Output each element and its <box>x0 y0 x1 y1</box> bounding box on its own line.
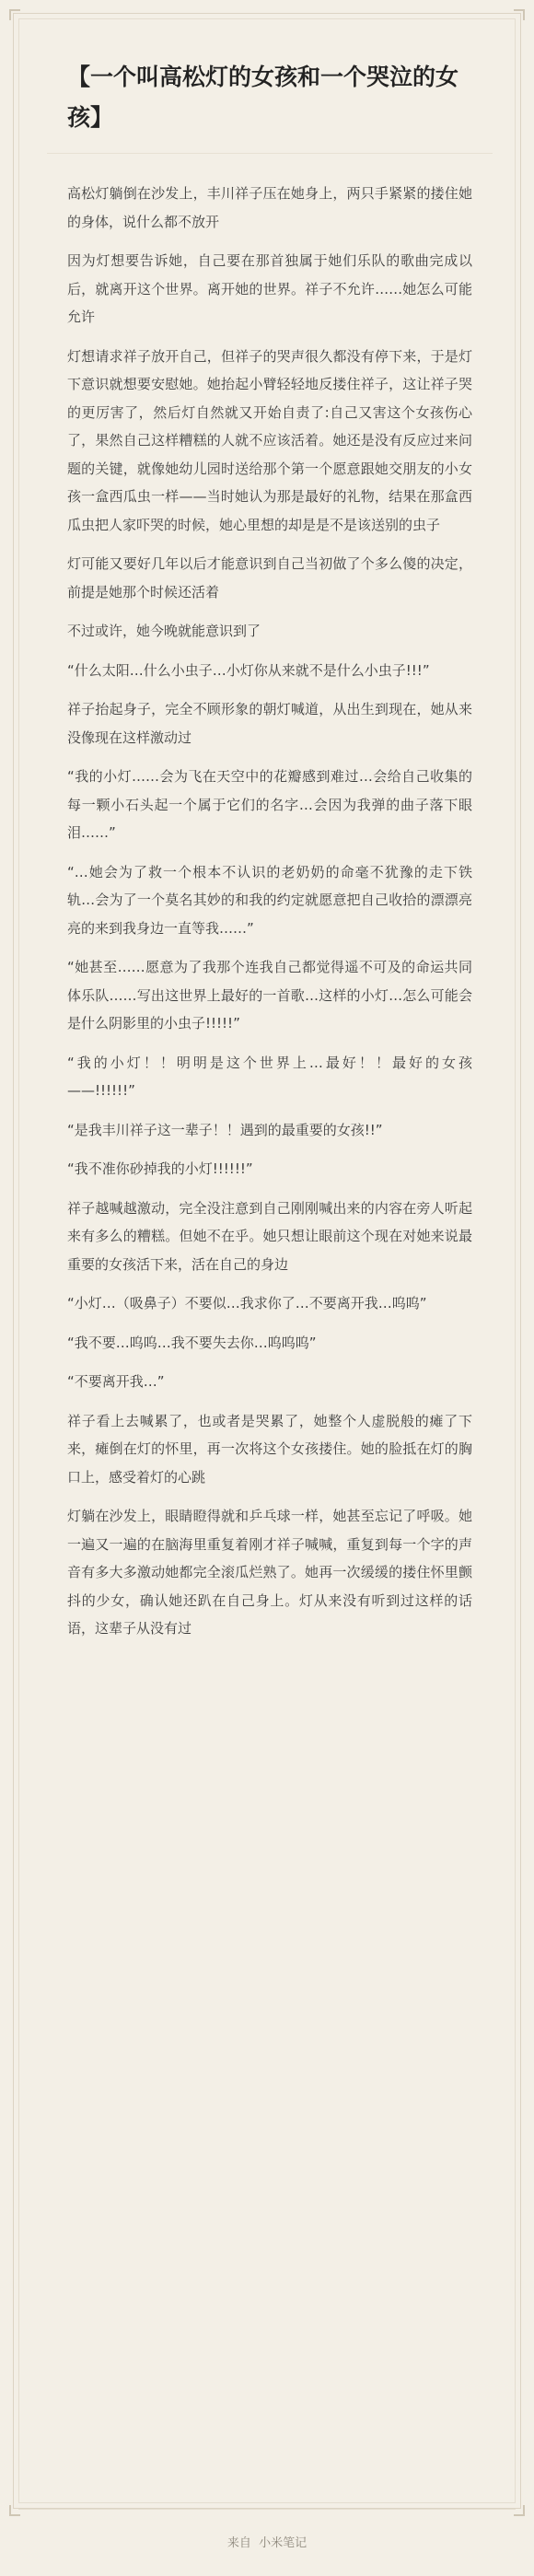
paragraph: “我不准你砂掉我的小灯!!!!!!” <box>67 1160 253 1177</box>
frame-corner-ornament <box>9 9 20 20</box>
paragraph: 祥子抬起身子，完全不顾形象的朝灯喊道，从出生到现在，她从来没像现在这样激动过 <box>67 701 472 746</box>
note-title: 【一个叫高松灯的女孩和一个哭泣的女孩】 <box>67 64 459 131</box>
paragraph: 灯躺在沙发上，眼睛瞪得就和乒乓球一样，她甚至忘记了呼吸。她一遍又一遍的在脑海里重复着刚才祥子喊喊，重复到每一个字的声音有多大多激动她都完全滚瓜烂熟了。她再一次缓缓的搂住怀里颤抖的少女，确认她还趴在自己身上。灯从来没有听到过这样的话语，这辈子从没有过 <box>67 1508 472 1637</box>
footer-app-name: 小米笔记 <box>259 2536 308 2550</box>
frame-corner-ornament <box>9 2505 20 2516</box>
paragraph: “…她会为了救一个根本不认识的老奶奶的命毫不犹豫的走下铁轨…会为了一个莫名其妙的和我的约定就愿意把自己收拾的漂漂亮亮的来到我身边一直等我……” <box>67 863 472 937</box>
footer-prefix: 来自 <box>226 2536 251 2550</box>
paragraph: “小灯…（吸鼻子）不要似…我求你了…不要离开我…呜呜” <box>67 1295 427 1311</box>
note-body <box>67 180 472 1643</box>
paragraph: 灯可能又要好几年以后才能意识到自己当初做了个多么傻的决定，前提是她那个时候还活着 <box>67 555 472 600</box>
frame-corner-ornament <box>514 9 525 20</box>
paragraph: 祥子看上去喊累了，也或者是哭累了，她整个人虚脱般的瘫了下来，瘫倒在灯的怀里，再一次将这个女孩搂住。她的脸抵在灯的胸口上，感受着灯的心跳 <box>67 1412 472 1486</box>
paragraph: “我不要…呜呜…我不要失去你…呜呜呜” <box>67 1334 317 1351</box>
paragraph: 灯想请求祥子放开自己，但祥子的哭声很久都没有停下来，于是灯下意识就想要安慰她。她抬起小臂轻轻地反搂住祥子，这让祥子哭的更厉害了，然后灯自然就又开始自责了:自己又害这个女孩伤心了，果然自己这样糟糕的人就不应该活着。她还是没有反应过来问题的关键，就像她幼儿园时送给那个第一个愿意跟她交朋友的小女孩一盒西瓜虫一样——当时她认为那是最好的礼物，结果在那盒西瓜虫把人家吓哭的时候，她心里想的却是是不是该送别的虫子 <box>67 347 472 533</box>
footer-divider <box>18 2509 516 2510</box>
paragraph: “我的小灯！！明明是这个世界上…最好！！最好的女孩——!!!!!!” <box>67 1054 472 1099</box>
frame-corner-ornament <box>514 2505 525 2516</box>
paragraph: 高松灯躺倒在沙发上，丰川祥子压在她身上，两只手紧紧的搂住她的身体，说什么都不放开 <box>67 185 472 230</box>
paragraph: 因为灯想要告诉她，自己要在那首独属于她们乐队的歌曲完成以后，就离开这个世界。离开她的世界。祥子不允许……她怎么可能允许 <box>67 252 472 325</box>
paragraph: 祥子越喊越激动，完全没注意到自己刚刚喊出来的内容在旁人听起来有多么的糟糕。但她不在乎。她只想让眼前这个现在对她来说最重要的女孩活下来，活在自己的身边 <box>67 1199 472 1273</box>
footer-attribution <box>0 2533 534 2550</box>
paragraph: “不要离开我…” <box>67 1373 165 1390</box>
title-divider <box>47 153 493 154</box>
paragraph: “她甚至……愿意为了我那个连我自己都觉得遥不可及的命运共同体乐队……写出这世界上最好的一首歌…这样的小灯…怎么可能会是什么阴影里的小虫子!!!!!” <box>67 959 472 1032</box>
paragraph: 不过或许，她今晚就能意识到了 <box>67 623 261 639</box>
note-content <box>67 50 472 1654</box>
paragraph: “是我丰川祥子这一辈子！！遇到的最重要的女孩!!” <box>67 1121 383 1138</box>
paragraph: “什么太阳…什么小虫子…小灯你从来就不是什么小虫子!!!” <box>67 661 430 679</box>
paragraph: “我的小灯……会为飞在天空中的花瓣感到难过…会给自己收集的每一颗小石头起一个属于它们的名字…会因为我弹的曲子落下眼泪……” <box>67 768 472 841</box>
